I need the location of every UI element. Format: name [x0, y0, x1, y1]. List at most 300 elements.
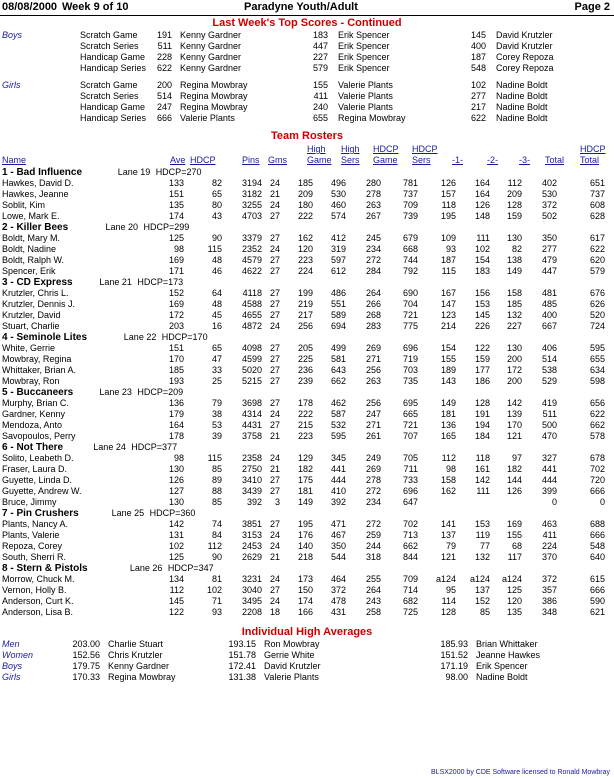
player-stat: 27 [269, 310, 280, 320]
player-stat: 479 [541, 255, 557, 265]
player-stat: 234 [365, 244, 381, 254]
team-name: 8 - Stern & Pistols [2, 563, 88, 574]
top-score-row [0, 91, 614, 102]
player-stat: 95 [445, 585, 456, 595]
player-stat: 119 [475, 530, 490, 540]
player-row [0, 585, 614, 596]
player-stat: 179 [168, 409, 184, 419]
player-stat: 481 [541, 288, 557, 298]
bowler-name: Regina Mowbray [180, 102, 248, 112]
player-stat: 224 [297, 266, 313, 276]
player-stat: 89 [211, 475, 222, 485]
score-value: 240 [312, 102, 328, 112]
bowler-name: Erik Spencer [338, 30, 390, 40]
player-stat: 135 [506, 607, 522, 617]
player-stat: 219 [297, 299, 313, 309]
player-stat: 162 [440, 486, 456, 496]
average-value: 170.33 [72, 672, 100, 682]
player-name: Anderson, Curt K. [2, 596, 74, 606]
col-high-sers-2: Sers [341, 155, 360, 165]
player-stat: 185 [168, 365, 184, 375]
player-stat: 173 [297, 574, 313, 584]
player-stat: 102 [168, 541, 184, 551]
player-row [0, 596, 614, 607]
average-value: 151.78 [228, 650, 256, 660]
team-hdcp: HDCP=377 [131, 442, 178, 452]
player-name: Gardner, Kenny [2, 409, 66, 419]
bowler-name: Nadine Boldt [476, 672, 528, 682]
player-stat: 628 [589, 211, 605, 221]
score-value: 548 [470, 63, 486, 73]
player-stat: 268 [365, 310, 381, 320]
player-stat: 121 [440, 552, 456, 562]
player-stat: 392 [330, 497, 346, 507]
player-stat: 410 [330, 486, 346, 496]
score-value: 187 [470, 52, 486, 62]
bowler-name: Brian Whittaker [476, 639, 538, 649]
player-stat: 695 [402, 398, 418, 408]
player-stat: 172 [168, 310, 184, 320]
player-stat: 137 [440, 530, 456, 540]
player-stat: 678 [589, 453, 605, 463]
player-stat: 775 [402, 321, 418, 331]
player-stat: 80 [211, 200, 222, 210]
player-stat: 138 [506, 255, 522, 265]
average-value: 152.56 [72, 650, 100, 660]
average-label: Men [2, 639, 20, 649]
player-stat: 151 [168, 189, 184, 199]
player-stat: 400 [541, 310, 557, 320]
player-stat: 530 [330, 189, 346, 199]
player-stat: 719 [402, 354, 418, 364]
player-stat: 109 [440, 233, 456, 243]
player-stat: 278 [365, 189, 381, 199]
player-stat: 27 [269, 211, 280, 221]
average-row [0, 672, 614, 683]
player-stat: 4314 [241, 409, 262, 419]
player-stat: 3495 [241, 596, 262, 606]
player-stat: 372 [330, 585, 346, 595]
bowler-name: Erik Spencer [476, 661, 528, 671]
player-stat: 544 [330, 552, 346, 562]
player-stat: 327 [541, 453, 557, 463]
player-stat: 185 [297, 178, 313, 188]
player-name: Vernon, Holly B. [2, 585, 67, 595]
score-category: Handicap Series [80, 63, 147, 73]
player-stat: 538 [541, 365, 557, 375]
player-stat: 18 [269, 607, 280, 617]
player-stat: 626 [589, 299, 605, 309]
player-stat: 4431 [241, 420, 262, 430]
player-stat: 142 [168, 519, 184, 529]
player-stat: 149 [297, 497, 313, 507]
player-stat: 737 [589, 189, 605, 199]
score-value: 183 [312, 30, 328, 40]
player-name: Mowbray, Ron [2, 376, 60, 386]
player-row [0, 420, 614, 431]
player-stat: 441 [541, 464, 557, 474]
col-pins: Pins [242, 155, 260, 165]
player-stat: 93 [211, 607, 222, 617]
average-row [0, 661, 614, 672]
player-row [0, 519, 614, 530]
player-stat: 155 [506, 530, 522, 540]
bowler-name: Valerie Plants [338, 102, 393, 112]
player-row [0, 497, 614, 508]
team-lane: Lane 23 [99, 387, 132, 397]
rosters-title: Team Rosters [271, 130, 343, 142]
col-high-game-2: Game [307, 155, 332, 165]
player-stat: 128 [474, 398, 490, 408]
player-stat: 43 [211, 211, 222, 221]
bowler-name: Regina Mowbray [180, 80, 248, 90]
player-stat: 148 [474, 211, 490, 221]
player-stat: 682 [402, 596, 418, 606]
player-stat: 145 [474, 310, 490, 320]
score-value: 155 [312, 80, 328, 90]
player-stat: 264 [365, 288, 381, 298]
player-stat: 112 [207, 541, 222, 551]
player-stat: 98 [173, 244, 184, 254]
player-stat: 3410 [241, 475, 262, 485]
player-row [0, 178, 614, 189]
player-stat: 88 [211, 486, 222, 496]
player-stat: 24 [269, 596, 280, 606]
player-stat: 3 [274, 497, 280, 507]
player-stat: 590 [589, 596, 605, 606]
player-stat: 608 [589, 200, 605, 210]
player-stat: 171 [168, 266, 184, 276]
player-stat: 247 [365, 409, 381, 419]
player-name: Whittaker, Brian A. [2, 365, 77, 375]
player-name: Mowbray, Regina [2, 354, 72, 364]
player-stat: 702 [402, 519, 418, 529]
player-stat: 136 [168, 398, 184, 408]
player-stat: 33 [211, 365, 222, 375]
player-stat: 2358 [241, 453, 262, 463]
player-stat: 4622 [241, 266, 262, 276]
player-stat: 225 [297, 354, 313, 364]
bowler-name: Erik Spencer [338, 52, 390, 62]
player-stat: 115 [441, 266, 456, 276]
bowler-name: David Krutzler [496, 30, 553, 40]
player-stat: 711 [403, 464, 418, 474]
bowler-name: Ron Mowbray [264, 639, 320, 649]
player-stat: 47 [211, 354, 222, 364]
player-stat: 3439 [241, 486, 262, 496]
player-stat: 149 [440, 398, 456, 408]
player-stat: 181 [297, 486, 313, 496]
player-stat: 462 [330, 398, 346, 408]
player-stat: 634 [589, 365, 605, 375]
player-stat: a124 [501, 574, 522, 584]
player-stat: 21 [269, 431, 280, 441]
player-stat: 155 [440, 354, 456, 364]
player-stat: 4588 [241, 299, 262, 309]
player-stat: 256 [365, 398, 381, 408]
player-row [0, 255, 614, 266]
player-stat: 82 [511, 244, 522, 254]
player-stat: 24 [269, 321, 280, 331]
col-hdcp-game-2: Game [373, 155, 398, 165]
player-stat: 130 [168, 464, 184, 474]
player-stat: 402 [541, 178, 557, 188]
player-row [0, 211, 614, 222]
player-row [0, 607, 614, 618]
player-stat: 189 [440, 365, 456, 375]
player-stat: 21 [269, 464, 280, 474]
top-score-row [0, 52, 614, 63]
player-stat: 222 [297, 211, 313, 221]
player-stat: 169 [168, 255, 184, 265]
player-row [0, 486, 614, 497]
player-stat: a124 [469, 574, 490, 584]
player-stat: 0 [599, 497, 605, 507]
player-stat: 200 [506, 354, 522, 364]
player-stat: 350 [541, 233, 557, 243]
player-row [0, 552, 614, 563]
player-stat: 24 [269, 530, 280, 540]
player-name: Boldt, Mary M. [2, 233, 61, 243]
player-stat: 520 [589, 310, 605, 320]
average-row [0, 650, 614, 661]
average-label: Boys [2, 661, 23, 671]
player-stat: 441 [330, 464, 346, 474]
player-stat: 721 [402, 310, 418, 320]
player-stat: 703 [402, 365, 418, 375]
bowler-name: Kenny Gardner [180, 30, 242, 40]
player-stat: 125 [506, 585, 522, 595]
player-stat: 345 [330, 453, 346, 463]
player-stat: 118 [441, 200, 456, 210]
score-value: 447 [312, 41, 328, 51]
player-stat: 182 [506, 464, 522, 474]
team-hdcp: HDCP=347 [167, 563, 214, 573]
player-stat: 126 [506, 486, 522, 496]
player-stat: 532 [330, 420, 346, 430]
player-stat: 704 [402, 299, 418, 309]
bowler-name: Chris Krutzler [108, 650, 163, 660]
player-row [0, 266, 614, 277]
player-stat: 3758 [241, 431, 262, 441]
player-stat: 27 [269, 420, 280, 430]
player-stat: 122 [474, 343, 490, 353]
team-hdcp: HDCP=173 [137, 277, 184, 287]
bowler-name: Valerie Plants [264, 672, 319, 682]
player-stat: 259 [365, 530, 381, 540]
player-stat: 615 [589, 574, 605, 584]
player-stat: 152 [474, 596, 490, 606]
player-stat: 647 [402, 497, 418, 507]
player-stat: 200 [506, 376, 522, 386]
player-name: Morrow, Chuck M. [2, 574, 75, 584]
player-stat: 25 [211, 376, 222, 386]
player-stat: a124 [435, 574, 456, 584]
player-stat: 71 [211, 596, 222, 606]
player-stat: 548 [589, 541, 605, 551]
page-number: Page 2 [574, 1, 610, 13]
player-name: Krutzler, David [2, 310, 61, 320]
player-stat: 82 [211, 178, 222, 188]
player-stat: 3231 [241, 574, 262, 584]
player-stat: 209 [506, 189, 522, 199]
player-stat: 68 [511, 541, 522, 551]
player-stat: 27 [269, 288, 280, 298]
bowler-name: Kenny Gardner [180, 63, 242, 73]
player-stat: 234 [365, 497, 381, 507]
player-stat: 53 [211, 420, 222, 430]
player-stat: 223 [297, 431, 313, 441]
col-game3: -3- [519, 155, 530, 165]
player-row [0, 409, 614, 420]
bowler-name: Nadine Boldt [496, 113, 548, 123]
bowler-name: Nadine Boldt [496, 91, 548, 101]
player-row [0, 189, 614, 200]
top-score-row [0, 102, 614, 113]
player-stat: 4655 [241, 310, 262, 320]
player-stat: 676 [589, 288, 605, 298]
player-stat: 153 [474, 519, 490, 529]
player-name: Mendoza, Anto [2, 420, 63, 430]
player-stat: 175 [297, 475, 313, 485]
player-stat: 612 [330, 266, 346, 276]
player-stat: 278 [365, 475, 381, 485]
player-row [0, 475, 614, 486]
player-stat: 122 [168, 607, 184, 617]
player-stat: 713 [402, 530, 418, 540]
player-stat: 27 [269, 519, 280, 529]
player-stat: 45 [211, 310, 222, 320]
player-stat: 64 [211, 288, 222, 298]
player-stat: 655 [589, 354, 605, 364]
player-stat: 127 [168, 486, 184, 496]
player-row [0, 233, 614, 244]
player-stat: 172 [506, 365, 522, 375]
player-row [0, 343, 614, 354]
score-value: 622 [156, 63, 172, 73]
player-stat: 595 [330, 431, 346, 441]
player-stat: 702 [589, 464, 605, 474]
player-stat: 3040 [241, 585, 262, 595]
player-stat: 134 [168, 574, 184, 584]
player-stat: 48 [211, 255, 222, 265]
player-name: Boldt, Nadine [2, 244, 57, 254]
player-name: Hawkes, David D. [2, 178, 74, 188]
player-stat: 114 [441, 596, 456, 606]
player-stat: 720 [589, 475, 605, 485]
team-hdcp: HDCP=270 [155, 167, 202, 177]
player-row [0, 453, 614, 464]
player-stat: 500 [541, 420, 557, 430]
player-stat: 662 [330, 376, 346, 386]
player-stat: 2750 [241, 464, 262, 474]
player-stat: 2453 [241, 541, 262, 551]
player-stat: 90 [211, 552, 222, 562]
average-value: 131.38 [228, 672, 256, 682]
col-hdcp-total-2: Total [580, 155, 600, 165]
bowler-name: Erik Spencer [338, 63, 390, 73]
team-name: 4 - Seminole Lites [2, 332, 88, 343]
player-stat: 27 [269, 486, 280, 496]
team-name: 6 - Not There [2, 442, 64, 453]
player-stat: 27 [269, 343, 280, 353]
player-stat: 182 [297, 464, 313, 474]
team-header [0, 222, 614, 233]
player-stat: 244 [365, 541, 381, 551]
player-stat: 24 [269, 178, 280, 188]
player-name: Krutzler, Chris L. [2, 288, 69, 298]
player-stat: 666 [589, 486, 605, 496]
player-stat: 411 [542, 530, 557, 540]
player-stat: 117 [507, 552, 522, 562]
player-stat: 24 [269, 409, 280, 419]
player-stat: 709 [402, 574, 418, 584]
player-stat: 159 [474, 354, 490, 364]
player-stat: 176 [297, 530, 313, 540]
score-category: Handicap Series [80, 113, 147, 123]
player-name: Repoza, Corey [2, 541, 63, 551]
player-stat: 180 [297, 200, 313, 210]
player-stat: 463 [541, 519, 557, 529]
player-stat: 690 [402, 288, 418, 298]
player-stat: 272 [365, 486, 381, 496]
player-stat: 137 [474, 585, 490, 595]
player-stat: 77 [479, 541, 490, 551]
score-category: Scratch Game [80, 30, 138, 40]
player-stat: 126 [168, 475, 184, 485]
top-score-row [0, 63, 614, 74]
bowler-name: Nadine Boldt [496, 80, 548, 90]
bowler-name: Kenny Gardner [180, 52, 242, 62]
player-stat: 665 [402, 409, 418, 419]
player-stat: 269 [365, 464, 381, 474]
player-stat: 170 [506, 420, 522, 430]
player-stat: 844 [402, 552, 418, 562]
player-stat: 271 [365, 354, 381, 364]
player-stat: 111 [476, 486, 490, 496]
player-row [0, 376, 614, 387]
player-stat: 194 [474, 420, 490, 430]
report-week: Week 9 of 10 [62, 1, 129, 13]
score-value: 200 [156, 80, 172, 90]
player-stat: 227 [506, 321, 522, 331]
player-stat: 666 [589, 585, 605, 595]
player-stat: 781 [402, 178, 418, 188]
player-stat: 5215 [241, 376, 262, 386]
player-stat: 444 [541, 475, 557, 485]
score-value: 247 [156, 102, 172, 112]
player-stat: 170 [168, 354, 184, 364]
player-name: White, Gerrie [2, 343, 56, 353]
header-divider [0, 15, 614, 16]
player-name: Stuart, Charlie [2, 321, 60, 331]
player-stat: 667 [541, 321, 557, 331]
player-stat: 386 [541, 596, 557, 606]
player-stat: 595 [589, 343, 605, 353]
player-stat: 679 [402, 233, 418, 243]
player-stat: 153 [474, 299, 490, 309]
score-value: 217 [470, 102, 486, 112]
player-stat: 169 [506, 519, 522, 529]
score-value: 277 [470, 91, 486, 101]
top-score-row [0, 113, 614, 124]
player-stat: 4098 [241, 343, 262, 353]
player-stat: 226 [474, 321, 490, 331]
player-stat: 3851 [241, 519, 262, 529]
player-row [0, 398, 614, 409]
player-stat: 38 [211, 409, 222, 419]
player-stat: 256 [365, 365, 381, 375]
